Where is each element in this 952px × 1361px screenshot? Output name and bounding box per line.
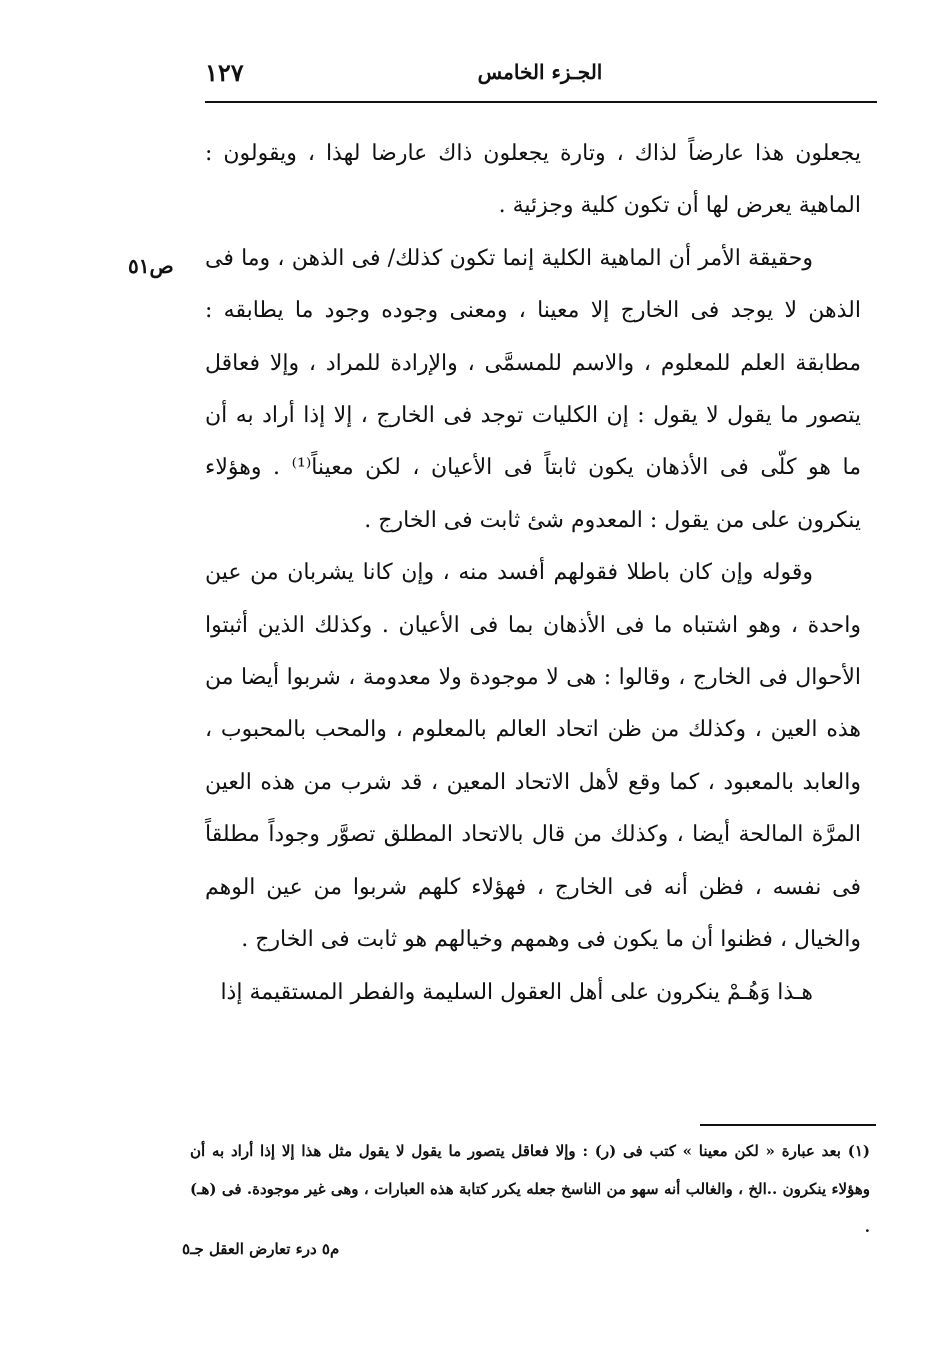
page-header — [205, 52, 875, 96]
running-title: الجـزء الخامس — [477, 60, 603, 84]
printer-signature: م٥ درء تعارض العقل جـ٥ — [182, 1240, 340, 1258]
paragraph-4: هـذا وَهُـمْ ينكرون على أهل العقول السليمة والفطر المستقيمة إذا — [220, 979, 813, 1005]
paragraph-2: وحقيقة الأمر أن الماهية الكلية إنما تكون كذلك/ فى الذهن ، وما فى الذهن لا يوجد فى الخارج إلا معينا ، ومعنى وجوده وجود ما يطابقه : مطابقة العلم للمعلوم ، والاسم للمسمَّى ، والإرادة للمراد ، وإلا فعاقل يتصور ما يقول لا يقول : إن الكليات توجد فى الخارج ، إلا إذا أراد به أن ما هو كلّى فى الأذهان يكون ثابتاً فى الأعيان ، لكن معيناً⁽¹⁾ . وهؤلاء ينكرون على من يقول : المعدوم شئ ثابت فى الخارج . — [205, 245, 861, 533]
margin-page-reference: ص٥١ — [128, 254, 174, 278]
paragraph-3: وقوله وإن كان باطلا فقولهم أفسد منه ، وإن كانا يشربان من عين واحدة ، وهو اشتباه ما فى الأذهان بما فى الأعيان . وكذلك الذين أثبتوا الأحوال فى الخارج ، وقالوا : هى لا موجودة ولا معدومة ، شربوا أيضا من هذه العين ، وكذلك من ظن اتحاد العالم بالمعلوم ، والمحب بالمحبوب ، والعابد بالمعبود ، كما وقع لأهل الاتحاد المعين ، قد شرب من هذه العين المرَّة المالحة أيضا ، وكذلك من قال بالاتحاد المطلق تصوَّر وجوداً مطلقاً فى نفسه ، فظن أنه فى الخارج ، فهؤلاء كلهم شربوا من عين الوهم والخيال ، فظنوا أن ما يكون فى وهمهم وخيالهم هو ثابت فى الخارج . — [205, 560, 861, 953]
footnotes — [190, 1132, 870, 1246]
header-rule — [205, 101, 877, 103]
main-text — [205, 128, 861, 1019]
footnote-1: (١) بعد عبارة « لكن معينا » كتب فى (ر) : وإلا فعاقل يتصور ما يقول لا يقول مثل هذا إلا إذا أراد به أن وهؤلاء ينكرون ..الخ ، والغالب أنه سهو من الناسخ جعله يكرر كتابة هذه العبارات ، وهى غير موجودة. فى (هـ) . — [190, 1142, 870, 1236]
paragraph-1: يجعلون هذا عارضاً لذاك ، وتارة يجعلون ذاك عارضا لهذا ، ويقولون : الماهية يعرض لها أن تكون كلية وجزئية . — [205, 141, 861, 219]
page-number: ١٢٧ — [205, 58, 244, 87]
footnote-rule — [700, 1124, 876, 1126]
